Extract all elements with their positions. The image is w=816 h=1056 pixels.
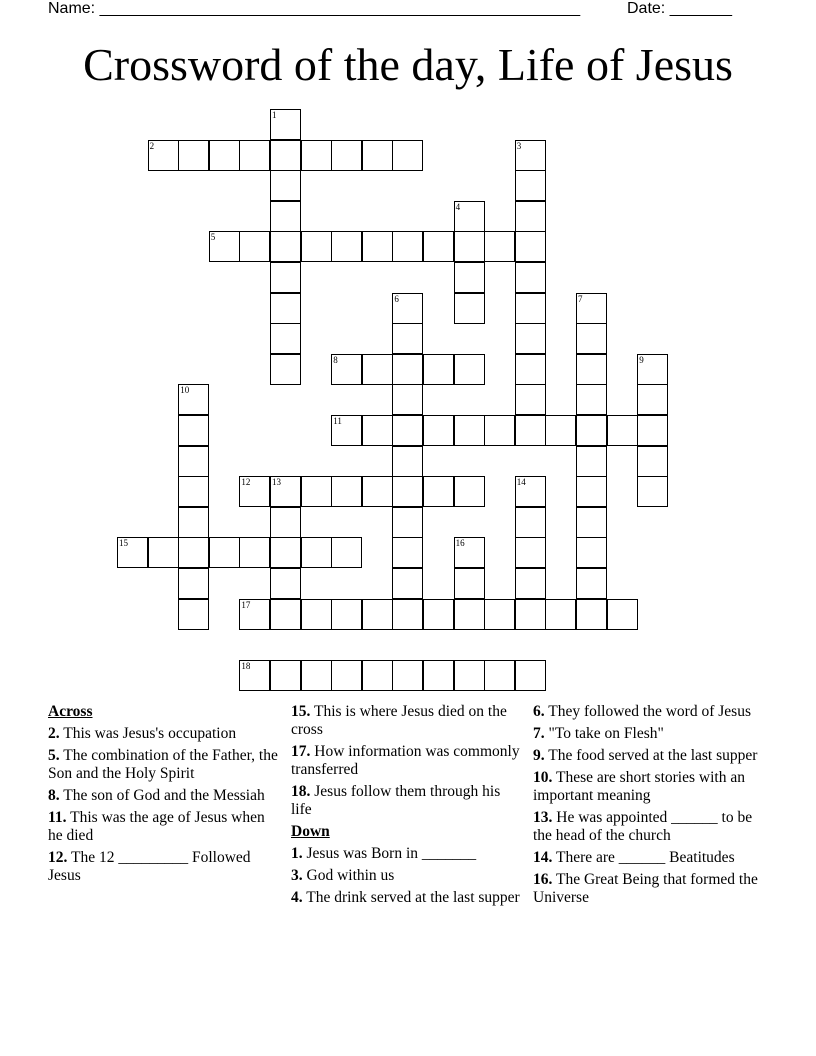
- grid-cell[interactable]: [454, 354, 485, 385]
- clue-text: This was Jesus's occupation: [63, 725, 237, 742]
- clue-column-3: [533, 703, 763, 911]
- grid-cell[interactable]: [209, 140, 240, 171]
- clue-down-14: [533, 849, 763, 867]
- grid-cell[interactable]: [392, 568, 423, 599]
- clue-down-1: [291, 845, 521, 863]
- clue-number: 17.: [291, 743, 311, 760]
- grid-cell[interactable]: [270, 323, 301, 354]
- clue-across-17: [291, 743, 521, 779]
- grid-cell[interactable]: [239, 660, 270, 691]
- grid-cell[interactable]: [515, 170, 546, 201]
- grid-cell[interactable]: [270, 354, 301, 385]
- grid-cell[interactable]: [301, 476, 332, 507]
- grid-cell[interactable]: [392, 323, 423, 354]
- grid-cell[interactable]: [515, 262, 546, 293]
- grid-cell[interactable]: [331, 354, 362, 385]
- grid-cell[interactable]: [148, 537, 179, 568]
- clue-number: 1.: [291, 845, 303, 862]
- cell-number: 5: [210, 232, 216, 243]
- grid-cell[interactable]: [423, 354, 454, 385]
- grid-cell[interactable]: [270, 262, 301, 293]
- grid-cell[interactable]: [515, 140, 546, 171]
- page-title: Crossword of the day, Life of Jesus: [83, 39, 733, 90]
- clue-down-16: [533, 871, 763, 907]
- clue-column-2: [291, 703, 521, 911]
- grid-cell[interactable]: [576, 384, 607, 415]
- grid-cell[interactable]: [515, 660, 546, 691]
- clue-number: 15.: [291, 703, 311, 720]
- clue-text: This was the age of Jesus when he died: [48, 809, 265, 844]
- clue-text: The son of God and the Messiah: [63, 787, 265, 804]
- grid-cell[interactable]: [270, 140, 301, 171]
- grid-cell[interactable]: [454, 599, 485, 630]
- grid-cell[interactable]: [484, 415, 515, 446]
- cell-number: 10: [180, 385, 190, 396]
- grid-cell[interactable]: [607, 415, 638, 446]
- grid-cell[interactable]: [545, 415, 576, 446]
- grid-cell[interactable]: [331, 660, 362, 691]
- grid-cell[interactable]: [454, 537, 485, 568]
- grid-cell[interactable]: [423, 660, 454, 691]
- cell-number: 18: [241, 660, 251, 671]
- grid-cell[interactable]: [392, 599, 423, 630]
- cell-number: 15: [119, 538, 128, 549]
- across-heading: Across: [48, 703, 93, 720]
- grid-cell[interactable]: [239, 476, 270, 507]
- grid-cell[interactable]: [515, 507, 546, 538]
- grid-cell[interactable]: [178, 384, 209, 415]
- clue-across-2: [48, 725, 278, 743]
- grid-cell[interactable]: [392, 507, 423, 538]
- grid-cell[interactable]: [515, 537, 546, 568]
- grid-cell[interactable]: [607, 599, 638, 630]
- grid-cell[interactable]: [392, 476, 423, 507]
- grid-cell[interactable]: [270, 170, 301, 201]
- grid-cell[interactable]: [178, 446, 209, 477]
- clue-down-10: [533, 769, 763, 805]
- grid-cell[interactable]: [392, 415, 423, 446]
- grid-cell[interactable]: [331, 140, 362, 171]
- clue-down-9: [533, 747, 763, 765]
- clue-across-11: [48, 809, 278, 845]
- cell-number: 9: [639, 354, 644, 365]
- grid-cell[interactable]: [392, 231, 423, 262]
- cell-number: 2: [149, 140, 155, 151]
- grid-cell[interactable]: [362, 599, 393, 630]
- cell-number: 8: [333, 354, 338, 365]
- grid-cell[interactable]: [239, 537, 270, 568]
- grid-cell[interactable]: [576, 568, 607, 599]
- grid-cell[interactable]: [454, 568, 485, 599]
- grid-cell[interactable]: [362, 231, 393, 262]
- clue-number: 11.: [48, 809, 67, 826]
- clue-text: He was appointed ______ to be the head of the church: [533, 809, 753, 844]
- grid-cell[interactable]: [239, 599, 270, 630]
- grid-cell[interactable]: [209, 231, 240, 262]
- grid-cell[interactable]: [515, 231, 546, 262]
- grid-cell[interactable]: [515, 384, 546, 415]
- grid-cell[interactable]: [392, 354, 423, 385]
- grid-cell[interactable]: [576, 507, 607, 538]
- clue-down-3: [291, 867, 521, 885]
- grid-cell[interactable]: [637, 384, 668, 415]
- clue-across-18: [291, 783, 521, 819]
- date-field-label[interactable]: Date: _______: [627, 0, 732, 17]
- grid-cell[interactable]: [178, 507, 209, 538]
- clue-column-1: [48, 703, 278, 889]
- cell-number: 3: [516, 140, 522, 151]
- grid-cell[interactable]: [331, 476, 362, 507]
- grid-cell[interactable]: [454, 415, 485, 446]
- grid-cell[interactable]: [515, 599, 546, 630]
- grid-cell[interactable]: [331, 537, 362, 568]
- grid-cell[interactable]: [270, 507, 301, 538]
- grid-cell[interactable]: [270, 660, 301, 691]
- cell-number: 6: [394, 293, 399, 304]
- clue-across-12: [48, 849, 278, 885]
- name-field-label[interactable]: Name: ______________________________________________________: [48, 0, 581, 17]
- clue-text: Jesus follow them through his life: [291, 783, 501, 818]
- clue-text: God within us: [306, 867, 395, 884]
- cell-number: 4: [455, 201, 461, 212]
- grid-cell[interactable]: [515, 568, 546, 599]
- grid-cell[interactable]: [362, 476, 393, 507]
- grid-cell[interactable]: [392, 446, 423, 477]
- grid-cell[interactable]: [178, 599, 209, 630]
- cell-number: 7: [578, 293, 583, 304]
- grid-cell[interactable]: [484, 231, 515, 262]
- grid-cell[interactable]: [270, 293, 301, 324]
- grid-cell[interactable]: [576, 293, 607, 324]
- clue-text: This is where Jesus died on the cross: [291, 703, 507, 738]
- grid-cell[interactable]: [392, 293, 423, 324]
- grid-cell[interactable]: [576, 537, 607, 568]
- clue-across-5: [48, 747, 278, 783]
- grid-cell[interactable]: [301, 231, 332, 262]
- grid-cell[interactable]: [423, 231, 454, 262]
- down-heading: Down: [291, 823, 330, 840]
- grid-cell[interactable]: [270, 201, 301, 232]
- clue-down-6: [533, 703, 763, 721]
- grid-cell[interactable]: [515, 476, 546, 507]
- grid-cell[interactable]: [270, 599, 301, 630]
- grid-cell[interactable]: [362, 660, 393, 691]
- grid-cell[interactable]: [392, 660, 423, 691]
- clue-text: The drink served at the last supper: [306, 889, 520, 906]
- cell-number: 1: [272, 110, 277, 120]
- grid-cell[interactable]: [454, 262, 485, 293]
- grid-cell[interactable]: [178, 568, 209, 599]
- clue-number: 6.: [533, 703, 545, 720]
- clue-number: 3.: [291, 867, 303, 884]
- grid-cell[interactable]: [576, 415, 607, 446]
- grid-cell[interactable]: [454, 231, 485, 262]
- grid-cell[interactable]: [392, 537, 423, 568]
- clue-number: 16.: [533, 871, 553, 888]
- clue-number: 8.: [48, 787, 60, 804]
- clue-down-7: [533, 725, 763, 743]
- clue-text: They followed the word of Jesus: [548, 703, 751, 720]
- grid-cell[interactable]: [331, 231, 362, 262]
- clue-number: 4.: [291, 889, 303, 906]
- grid-cell[interactable]: [576, 354, 607, 385]
- grid-cell[interactable]: [423, 599, 454, 630]
- grid-cell[interactable]: [178, 476, 209, 507]
- cell-number: 17: [241, 599, 251, 610]
- clue-text: Jesus was Born in _______: [306, 845, 477, 862]
- grid-cell[interactable]: [637, 446, 668, 477]
- grid-cell[interactable]: [148, 140, 179, 171]
- grid-cell[interactable]: [423, 476, 454, 507]
- grid-cell[interactable]: [637, 354, 668, 385]
- grid-cell[interactable]: [454, 476, 485, 507]
- grid-cell[interactable]: [270, 231, 301, 262]
- grid-cell[interactable]: [362, 415, 393, 446]
- clue-number: 5.: [48, 747, 60, 764]
- grid-cell[interactable]: [392, 384, 423, 415]
- clue-text: The combination of the Father, the Son and the Holy Spirit: [48, 747, 278, 782]
- grid-cell[interactable]: [454, 201, 485, 232]
- grid-cell[interactable]: [392, 140, 423, 171]
- grid-cell[interactable]: [515, 293, 546, 324]
- grid-cell[interactable]: [515, 354, 546, 385]
- clue-number: 12.: [48, 849, 68, 866]
- grid-cell[interactable]: [515, 323, 546, 354]
- grid-cell[interactable]: [209, 537, 240, 568]
- clue-number: 13.: [533, 809, 553, 826]
- grid-cell[interactable]: [484, 660, 515, 691]
- grid-cell[interactable]: [301, 660, 332, 691]
- grid-cell[interactable]: [270, 476, 301, 507]
- clue-text: These are short stories with an important meaning: [533, 769, 745, 804]
- grid-cell[interactable]: [270, 568, 301, 599]
- clue-down-13: [533, 809, 763, 845]
- clue-number: 10.: [533, 769, 553, 786]
- grid-cell[interactable]: [239, 140, 270, 171]
- clue-across-15: [291, 703, 521, 739]
- grid-cell[interactable]: [576, 323, 607, 354]
- clue-text: The 12 _________ Followed Jesus: [48, 849, 251, 884]
- grid-cell[interactable]: [637, 476, 668, 507]
- grid-cell[interactable]: [270, 537, 301, 568]
- grid-cell[interactable]: [576, 446, 607, 477]
- grid-cell[interactable]: [576, 476, 607, 507]
- cell-number: 13: [272, 477, 281, 488]
- grid-cell[interactable]: [362, 354, 393, 385]
- clue-text: There are ______ Beatitudes: [555, 849, 735, 866]
- clue-number: 9.: [533, 747, 545, 764]
- grid-cell[interactable]: [178, 140, 209, 171]
- grid-cell[interactable]: [270, 109, 301, 140]
- cell-number: 12: [241, 477, 251, 488]
- grid-cell[interactable]: [515, 415, 546, 446]
- cell-number: 11: [333, 416, 342, 426]
- grid-cell[interactable]: [239, 231, 270, 262]
- grid-cell[interactable]: [637, 415, 668, 446]
- grid-cell[interactable]: [301, 599, 332, 630]
- clue-number: 7.: [533, 725, 545, 742]
- grid-cell[interactable]: [423, 415, 454, 446]
- cell-number: 14: [516, 477, 526, 488]
- clue-number: 2.: [48, 725, 60, 742]
- grid-cell[interactable]: [301, 140, 332, 171]
- clue-number: 18.: [291, 783, 311, 800]
- grid-cell[interactable]: [454, 293, 485, 324]
- clue-text: "To take on Flesh": [548, 725, 664, 742]
- grid-cell[interactable]: [454, 660, 485, 691]
- clue-across-8: [48, 787, 278, 805]
- grid-cell[interactable]: [545, 599, 576, 630]
- clue-text: The food served at the last supper: [548, 747, 758, 764]
- grid-cell[interactable]: [117, 537, 148, 568]
- grid-cell[interactable]: [484, 599, 515, 630]
- cell-number: 16: [455, 538, 465, 549]
- clue-number: 14.: [533, 849, 553, 866]
- grid-cell[interactable]: [515, 201, 546, 232]
- clue-text: How information was commonly transferred: [291, 743, 520, 778]
- grid-cell[interactable]: [576, 599, 607, 630]
- grid-cell[interactable]: [362, 140, 393, 171]
- grid-cell[interactable]: [331, 415, 362, 446]
- grid-cell[interactable]: [331, 599, 362, 630]
- clue-down-4: [291, 889, 521, 907]
- grid-cell[interactable]: [301, 537, 332, 568]
- clue-text: The Great Being that formed the Universe: [533, 871, 758, 906]
- grid-cell[interactable]: [178, 415, 209, 446]
- grid-cell[interactable]: [178, 537, 209, 568]
